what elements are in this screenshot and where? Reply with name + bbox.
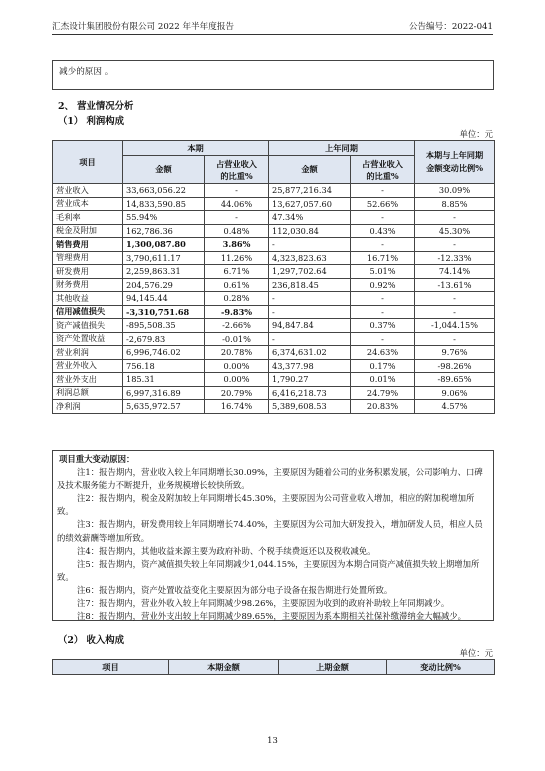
- table-row: [53, 278, 495, 292]
- cell-change-ratio: 4.57%: [415, 400, 495, 414]
- cell-prior-ratio: -: [351, 292, 415, 306]
- note-item: 注5：报告期内，资产减值损失较上年同期减少1,044.15%，主要原因为本期合同资产减值损失较上期增加所致。: [57, 558, 480, 582]
- company-report-title: 汇杰设计集团股份有限公司 2022 年半年度报告: [52, 22, 235, 32]
- cell-item: 财务费用: [53, 278, 123, 292]
- cell-current-ratio: 20.78%: [205, 346, 269, 360]
- cell-item: 营业利润: [53, 346, 123, 360]
- cell-current-ratio: 0.00%: [205, 359, 269, 373]
- cell-prior-amount: 6,416,218.73: [269, 386, 351, 400]
- page-number: 13: [267, 735, 278, 745]
- continued-note-text: 减少的原因 。: [59, 67, 114, 77]
- income-header-item: 项目: [53, 660, 169, 675]
- header-ratio-line2: 的比重%: [366, 170, 399, 181]
- cell-prior-amount: 236,818.45: [269, 278, 351, 292]
- unit-label-income: 单位：元: [459, 648, 493, 658]
- section-title-business-analysis: 2、 营业情况分析: [58, 101, 134, 112]
- table-row: [53, 265, 495, 279]
- cell-prior-ratio: 20.83%: [351, 400, 415, 414]
- note-item: 注6：报告期内，资产处置收益变化主要原因为部分电子设备在报告期进行处置所致。: [77, 584, 393, 595]
- header-ratio-line1: 占营业收入: [216, 158, 257, 169]
- cell-change-ratio: -: [415, 238, 495, 252]
- cell-current-ratio: 16.74%: [205, 400, 269, 414]
- cell-current-amount: 3,790,611.17: [123, 251, 205, 265]
- cell-change-ratio: 9.06%: [415, 386, 495, 400]
- table-row: [53, 373, 495, 387]
- header-current-ratio: [205, 156, 269, 184]
- header-change-line2: 金额变动比例%: [426, 163, 483, 173]
- cell-prior-amount: 94,847.84: [269, 319, 351, 333]
- cell-prior-ratio: -: [351, 238, 415, 252]
- profit-structure-table: [52, 140, 495, 414]
- cell-prior-amount: -: [269, 238, 351, 252]
- unit-label-profit: 单位：元: [459, 129, 493, 139]
- cell-prior-ratio: 5.01%: [351, 265, 415, 279]
- header-prior-ratio: [351, 156, 415, 184]
- cell-change-ratio: -: [415, 292, 495, 306]
- cell-current-amount: 185.31: [123, 373, 205, 387]
- income-structure-table: [52, 659, 495, 675]
- cell-prior-amount: 43,377.98: [269, 359, 351, 373]
- cell-current-ratio: -: [205, 211, 269, 225]
- cell-prior-amount: 6,374,631.02: [269, 346, 351, 360]
- cell-item: 营业收入: [53, 184, 123, 198]
- major-change-notes: [52, 450, 494, 621]
- cell-item: 营业外收入: [53, 359, 123, 373]
- cell-current-amount: 162,786.36: [123, 224, 205, 238]
- cell-current-amount: 6,997,316.89: [123, 386, 205, 400]
- cell-current-amount: 5,635,972.57: [123, 400, 205, 414]
- income-header-change: 变动比例%: [387, 660, 495, 675]
- cell-current-amount: -2,679.83: [123, 332, 205, 346]
- header-prior-period: 上年同期: [269, 141, 415, 156]
- table-row: [53, 292, 495, 306]
- table-row: [53, 211, 495, 225]
- cell-current-ratio: 11.26%: [205, 251, 269, 265]
- cell-item: 信用减值损失: [53, 305, 123, 319]
- table-row: [53, 197, 495, 211]
- cell-prior-ratio: -: [351, 184, 415, 198]
- cell-prior-ratio: -: [351, 211, 415, 225]
- cell-change-ratio: -13.61%: [415, 278, 495, 292]
- cell-change-ratio: -: [415, 305, 495, 319]
- cell-change-ratio: -: [415, 211, 495, 225]
- table-row: [53, 359, 495, 373]
- header-ratio-line1: 占营业收入: [362, 158, 403, 169]
- notes-title: 项目重大变动原因：: [59, 454, 135, 464]
- table-row: [53, 386, 495, 400]
- income-header-prior: 上期金额: [279, 660, 387, 675]
- cell-prior-ratio: 0.17%: [351, 359, 415, 373]
- note-item: 注1：报告期内，营业收入较上年同期增长30.09%，主要原因为随着公司的业务积累发展，公司影响力、口碑及技术服务能力不断提升，业务规模增长较快所致。: [57, 467, 483, 491]
- header-prior-amount: 金额: [269, 156, 351, 184]
- cell-item: 管理费用: [53, 251, 123, 265]
- cell-prior-amount: 47.34%: [269, 211, 351, 225]
- cell-current-amount: -895,508.35: [123, 319, 205, 333]
- cell-change-ratio: -1,044.15%: [415, 319, 495, 333]
- cell-item: 毛利率: [53, 211, 123, 225]
- cell-prior-amount: 4,323,823.63: [269, 251, 351, 265]
- cell-current-ratio: 0.00%: [205, 373, 269, 387]
- table-row: [53, 319, 495, 333]
- cell-item: 营业外支出: [53, 373, 123, 387]
- note-item: 注2：报告期内，税金及附加较上年同期增长45.30%，主要原因为公司营业收入增加，相应的附加税增加所致。: [57, 493, 475, 517]
- note-item: 注4：报告期内，其他收益来源主要为政府补助、个税手续费返还以及税收减免。: [77, 545, 376, 556]
- page-header: [52, 20, 493, 35]
- cell-current-amount: 55.94%: [123, 211, 205, 225]
- cell-change-ratio: 45.30%: [415, 224, 495, 238]
- cell-current-ratio: 6.71%: [205, 265, 269, 279]
- cell-current-amount: 756.18: [123, 359, 205, 373]
- cell-prior-ratio: 24.63%: [351, 346, 415, 360]
- cell-current-ratio: 0.48%: [205, 224, 269, 238]
- cell-current-amount: 204,576.29: [123, 278, 205, 292]
- cell-item: 净利润: [53, 400, 123, 414]
- table-row: [53, 400, 495, 414]
- header-change-ratio: [415, 141, 495, 184]
- cell-change-ratio: -98.26%: [415, 359, 495, 373]
- cell-current-amount: 94,145.44: [123, 292, 205, 306]
- cell-current-ratio: 0.61%: [205, 278, 269, 292]
- cell-change-ratio: -12.33%: [415, 251, 495, 265]
- cell-current-amount: -3,310,751.68: [123, 305, 205, 319]
- cell-item: 销售费用: [53, 238, 123, 252]
- cell-prior-amount: -: [269, 332, 351, 346]
- table-row: [53, 238, 495, 252]
- cell-prior-ratio: 16.71%: [351, 251, 415, 265]
- cell-current-ratio: -0.01%: [205, 332, 269, 346]
- cell-prior-amount: 13,627,057.60: [269, 197, 351, 211]
- cell-prior-amount: 1,297,702.64: [269, 265, 351, 279]
- cell-change-ratio: -89.65%: [415, 373, 495, 387]
- cell-prior-amount: 112,030.84: [269, 224, 351, 238]
- table-row: [53, 346, 495, 360]
- table-row: [53, 251, 495, 265]
- cell-item: 资产减值损失: [53, 319, 123, 333]
- note-item: 注3：报告期内，研发费用较上年同期增长74.40%，主要原因为公司加大研发投入，增加研发人员，相应人员的绩效薪酬等增加所致。: [57, 519, 483, 543]
- header-current-period: 本期: [123, 141, 269, 156]
- cell-prior-amount: 1,790.27: [269, 373, 351, 387]
- cell-prior-ratio: -: [351, 332, 415, 346]
- note-item: 注8：报告期内，营业外支出较上年同期减少89.65%，主要原因为系本期相关社保补缴滞纳金大幅减少。: [77, 611, 467, 622]
- header-change-line1: 本期与上年同期: [425, 150, 484, 160]
- cell-item: 研发费用: [53, 265, 123, 279]
- cell-current-ratio: 44.06%: [205, 197, 269, 211]
- header-current-amount: 金额: [123, 156, 205, 184]
- cell-prior-ratio: 24.79%: [351, 386, 415, 400]
- table-row: [53, 224, 495, 238]
- continued-note-box: [52, 60, 494, 90]
- cell-current-amount: 2,259,863.31: [123, 265, 205, 279]
- cell-current-amount: 14,833,590.85: [123, 197, 205, 211]
- cell-prior-amount: 5,389,608.53: [269, 400, 351, 414]
- cell-change-ratio: 9.76%: [415, 346, 495, 360]
- cell-change-ratio: -: [415, 332, 495, 346]
- cell-change-ratio: 30.09%: [415, 184, 495, 198]
- table-row: [53, 305, 495, 319]
- cell-current-ratio: -: [205, 184, 269, 198]
- cell-current-ratio: 0.28%: [205, 292, 269, 306]
- cell-item: 资产处置收益: [53, 332, 123, 346]
- table-row: [53, 184, 495, 198]
- cell-prior-amount: -: [269, 305, 351, 319]
- cell-prior-ratio: 0.92%: [351, 278, 415, 292]
- cell-prior-ratio: -: [351, 305, 415, 319]
- cell-item: 税金及附加: [53, 224, 123, 238]
- cell-prior-ratio: 0.01%: [351, 373, 415, 387]
- cell-prior-amount: -: [269, 292, 351, 306]
- cell-prior-ratio: 0.37%: [351, 319, 415, 333]
- subsection-title-income-structure: （2） 收入构成: [58, 635, 125, 646]
- note-item: 注7：报告期内，营业外收入较上年同期减少98.26%，主要原因为收到的政府补助较上年同期减少。: [77, 598, 450, 609]
- cell-item: 利润总额: [53, 386, 123, 400]
- cell-prior-ratio: 52.66%: [351, 197, 415, 211]
- cell-item: 其他收益: [53, 292, 123, 306]
- subsection-title-profit-structure: （1） 利润构成: [58, 116, 125, 127]
- header-ratio-line2: 的比重%: [220, 170, 253, 181]
- cell-item: 营业成本: [53, 197, 123, 211]
- cell-prior-ratio: 0.43%: [351, 224, 415, 238]
- cell-change-ratio: 74.14%: [415, 265, 495, 279]
- cell-current-ratio: -9.83%: [205, 305, 269, 319]
- cell-current-ratio: 3.86%: [205, 238, 269, 252]
- cell-current-amount: 33,663,056.22: [123, 184, 205, 198]
- income-header-current: 本期金额: [169, 660, 279, 675]
- table-row: [53, 332, 495, 346]
- cell-current-amount: 1,300,087.80: [123, 238, 205, 252]
- cell-current-amount: 6,996,746.02: [123, 346, 205, 360]
- cell-current-ratio: 20.79%: [205, 386, 269, 400]
- cell-current-ratio: -2.66%: [205, 319, 269, 333]
- cell-prior-amount: 25,877,216.34: [269, 184, 351, 198]
- header-item: 项目: [53, 141, 123, 184]
- cell-change-ratio: 8.85%: [415, 197, 495, 211]
- announcement-number: 公告编号：2022-041: [408, 22, 493, 32]
